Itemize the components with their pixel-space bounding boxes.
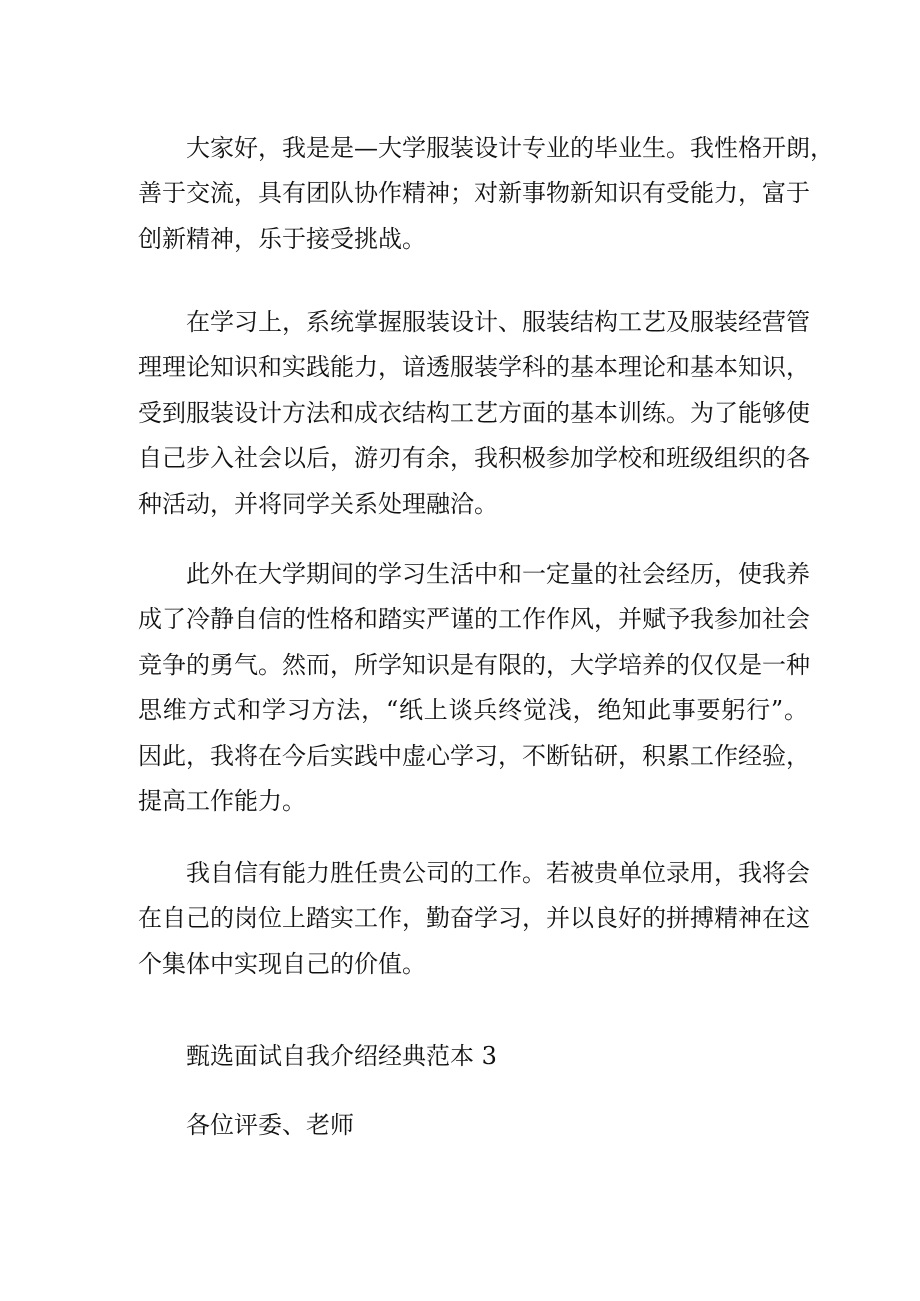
- text-line: 创新精神，乐于接受挑战。: [138, 224, 426, 253]
- paragraph-study: [138, 300, 808, 527]
- text-line: 自己步入社会以后，游刃有余，我积极参加学校和班级组织的各: [138, 444, 810, 473]
- section-heading: 甄选面试自我介绍经典范本 3: [186, 1042, 497, 1070]
- paragraph-confidence: [138, 851, 808, 987]
- text-line: 此外在大学期间的学习生活中和一定量的社会经历，使我养: [186, 560, 810, 588]
- text-line: 竞争的勇气。然而，所学知识是有限的，大学培养的仅仅是一种: [138, 650, 810, 679]
- paragraph-introduction: [138, 126, 834, 262]
- text-line: 成了冷静自信的性格和踏实严谨的工作作风，并赋予我参加社会: [138, 605, 810, 634]
- text-line: 在自己的岗位上踏实工作，勤奋学习，并以良好的拼搏精神在这: [138, 904, 810, 933]
- text-line: 理理论知识和实践能力，谙透服装学科的基本理论和基本知识，: [138, 353, 810, 382]
- text-line: 善于交流，具有团队协作精神；对新事物新知识有受能力，富于: [138, 179, 810, 208]
- text-line: 思维方式和学习方法，“纸上谈兵终觉浅，绝知此事要躬行”。: [138, 696, 808, 725]
- text-line: 我自信有能力胜任贵公司的工作。若被贵单位录用，我将会: [186, 859, 810, 887]
- text-line: 大家好，我是是—大学服装设计专业的毕业生。我性格开朗，: [186, 134, 834, 162]
- text-line: 在学习上，系统掌握服装设计、服装结构工艺及服装经营管: [186, 308, 810, 336]
- text-line: 个集体中实现自己的价值。: [138, 949, 426, 978]
- text-line: 因此，我将在今后实践中虚心学习，不断钻研，积累工作经验，: [138, 741, 810, 770]
- text-line: 提高工作能力。: [138, 787, 306, 816]
- paragraph-experience: [138, 552, 808, 824]
- text-line: 受到服装设计方法和成衣结构工艺方面的基本训练。为了能够使: [138, 398, 810, 427]
- text-line: 种活动，并将同学关系处理融洽。: [138, 489, 498, 518]
- salutation: 各位评委、老师: [186, 1111, 354, 1139]
